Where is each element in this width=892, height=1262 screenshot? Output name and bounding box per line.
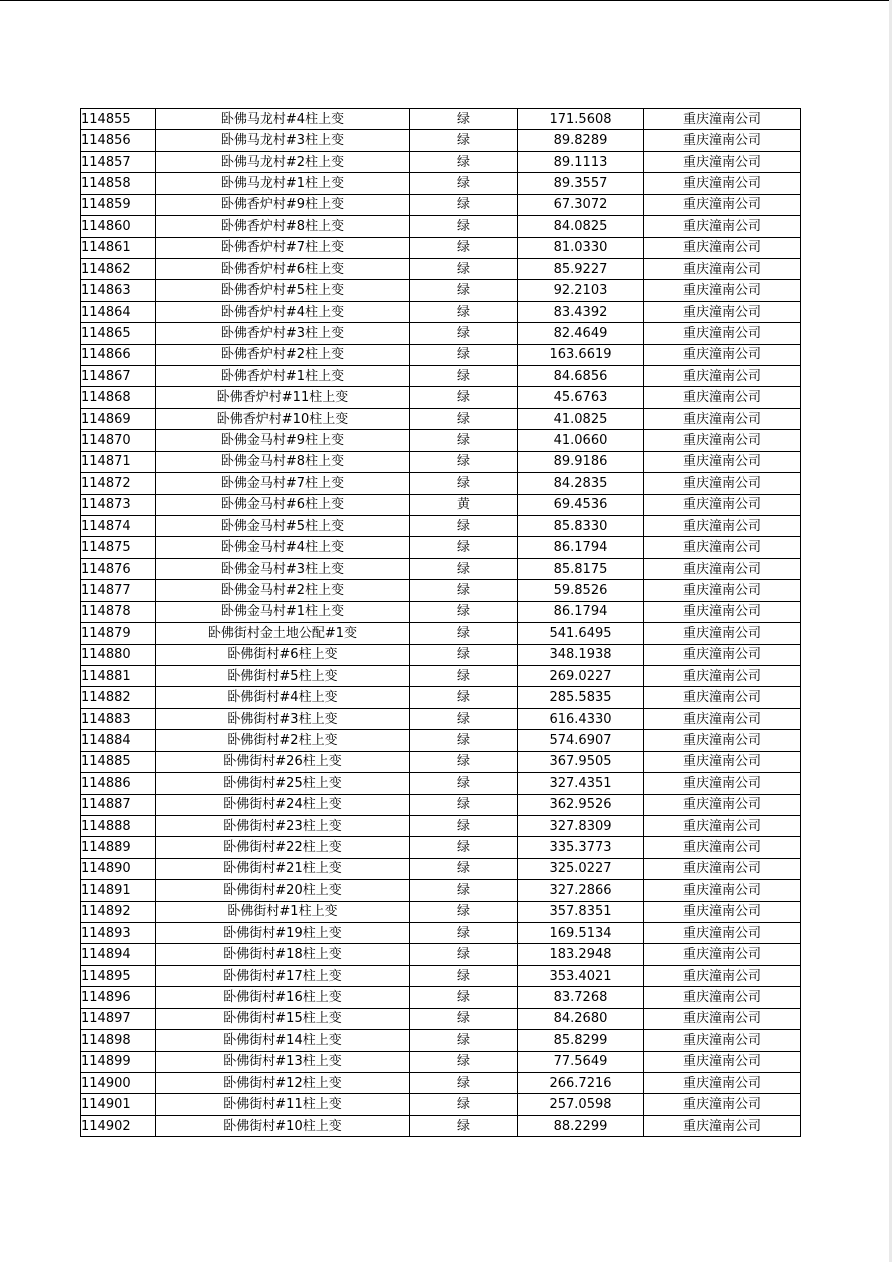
value-cell: 41.0660 bbox=[518, 430, 644, 451]
status-color-cell: 绿 bbox=[410, 815, 518, 836]
status-color-cell: 绿 bbox=[410, 837, 518, 858]
row-id-cell: 114878 bbox=[81, 601, 156, 622]
company-cell: 重庆潼南公司 bbox=[644, 408, 801, 429]
company-cell: 重庆潼南公司 bbox=[644, 580, 801, 601]
value-cell: 89.3557 bbox=[518, 173, 644, 194]
table-row bbox=[81, 858, 801, 879]
row-id-cell: 114899 bbox=[81, 1051, 156, 1072]
transformer-name-cell: 卧佛香炉村#11柱上变 bbox=[156, 387, 410, 408]
status-color-cell: 绿 bbox=[410, 344, 518, 365]
status-color-cell: 绿 bbox=[410, 708, 518, 729]
transformer-name-cell: 卧佛金马村#3柱上变 bbox=[156, 558, 410, 579]
company-cell: 重庆潼南公司 bbox=[644, 173, 801, 194]
transformer-name-cell: 卧佛街村#19柱上变 bbox=[156, 923, 410, 944]
status-color-cell: 绿 bbox=[410, 751, 518, 772]
status-color-cell: 绿 bbox=[410, 130, 518, 151]
row-id-cell: 114856 bbox=[81, 130, 156, 151]
table-row bbox=[81, 837, 801, 858]
value-cell: 616.4330 bbox=[518, 708, 644, 729]
table-row bbox=[81, 430, 801, 451]
table-row bbox=[81, 451, 801, 472]
table-row bbox=[81, 237, 801, 258]
company-cell: 重庆潼南公司 bbox=[644, 773, 801, 794]
transformer-name-cell: 卧佛香炉村#7柱上变 bbox=[156, 237, 410, 258]
row-id-cell: 114859 bbox=[81, 194, 156, 215]
value-cell: 285.5835 bbox=[518, 687, 644, 708]
table-row bbox=[81, 1008, 801, 1029]
status-color-cell: 绿 bbox=[410, 301, 518, 322]
company-cell: 重庆潼南公司 bbox=[644, 1094, 801, 1115]
status-color-cell: 绿 bbox=[410, 1008, 518, 1029]
company-cell: 重庆潼南公司 bbox=[644, 601, 801, 622]
status-color-cell: 绿 bbox=[410, 644, 518, 665]
row-id-cell: 114860 bbox=[81, 216, 156, 237]
transformer-name-cell: 卧佛街村#24柱上变 bbox=[156, 794, 410, 815]
table-row bbox=[81, 494, 801, 515]
value-cell: 171.5608 bbox=[518, 109, 644, 130]
table-row bbox=[81, 623, 801, 644]
value-cell: 327.8309 bbox=[518, 815, 644, 836]
status-color-cell: 绿 bbox=[410, 258, 518, 279]
transformer-name-cell: 卧佛街村#4柱上变 bbox=[156, 687, 410, 708]
transformer-name-cell: 卧佛马龙村#3柱上变 bbox=[156, 130, 410, 151]
transformer-name-cell: 卧佛金马村#2柱上变 bbox=[156, 580, 410, 601]
table-row bbox=[81, 794, 801, 815]
value-cell: 85.9227 bbox=[518, 258, 644, 279]
company-cell: 重庆潼南公司 bbox=[644, 366, 801, 387]
company-cell: 重庆潼南公司 bbox=[644, 623, 801, 644]
company-cell: 重庆潼南公司 bbox=[644, 751, 801, 772]
transformer-name-cell: 卧佛街村#10柱上变 bbox=[156, 1115, 410, 1136]
transformer-name-cell: 卧佛街村#17柱上变 bbox=[156, 965, 410, 986]
company-cell: 重庆潼南公司 bbox=[644, 494, 801, 515]
row-id-cell: 114898 bbox=[81, 1030, 156, 1051]
value-cell: 92.2103 bbox=[518, 280, 644, 301]
table-row bbox=[81, 258, 801, 279]
row-id-cell: 114893 bbox=[81, 923, 156, 944]
status-color-cell: 绿 bbox=[410, 516, 518, 537]
value-cell: 357.8351 bbox=[518, 901, 644, 922]
transformer-table bbox=[80, 108, 801, 1137]
value-cell: 85.8299 bbox=[518, 1030, 644, 1051]
table-row bbox=[81, 580, 801, 601]
transformer-name-cell: 卧佛香炉村#5柱上变 bbox=[156, 280, 410, 301]
company-cell: 重庆潼南公司 bbox=[644, 923, 801, 944]
row-id-cell: 114871 bbox=[81, 451, 156, 472]
status-color-cell: 绿 bbox=[410, 1072, 518, 1093]
row-id-cell: 114895 bbox=[81, 965, 156, 986]
status-color-cell: 绿 bbox=[410, 858, 518, 879]
value-cell: 77.5649 bbox=[518, 1051, 644, 1072]
transformer-name-cell: 卧佛街村#23柱上变 bbox=[156, 815, 410, 836]
value-cell: 325.0227 bbox=[518, 858, 644, 879]
status-color-cell: 绿 bbox=[410, 687, 518, 708]
row-id-cell: 114858 bbox=[81, 173, 156, 194]
status-color-cell: 绿 bbox=[410, 387, 518, 408]
transformer-name-cell: 卧佛街村#25柱上变 bbox=[156, 773, 410, 794]
table-row bbox=[81, 323, 801, 344]
transformer-name-cell: 卧佛香炉村#1柱上变 bbox=[156, 366, 410, 387]
transformer-name-cell: 卧佛马龙村#4柱上变 bbox=[156, 109, 410, 130]
table-row bbox=[81, 687, 801, 708]
row-id-cell: 114857 bbox=[81, 151, 156, 172]
value-cell: 89.8289 bbox=[518, 130, 644, 151]
status-color-cell: 绿 bbox=[410, 408, 518, 429]
row-id-cell: 114888 bbox=[81, 815, 156, 836]
transformer-name-cell: 卧佛街村#15柱上变 bbox=[156, 1008, 410, 1029]
status-color-cell: 绿 bbox=[410, 473, 518, 494]
page-top-border bbox=[0, 0, 892, 1]
table-row bbox=[81, 216, 801, 237]
row-id-cell: 114874 bbox=[81, 516, 156, 537]
company-cell: 重庆潼南公司 bbox=[644, 237, 801, 258]
row-id-cell: 114886 bbox=[81, 773, 156, 794]
value-cell: 82.4649 bbox=[518, 323, 644, 344]
transformer-name-cell: 卧佛香炉村#3柱上变 bbox=[156, 323, 410, 344]
table-row bbox=[81, 665, 801, 686]
row-id-cell: 114877 bbox=[81, 580, 156, 601]
transformer-name-cell: 卧佛金马村#4柱上变 bbox=[156, 537, 410, 558]
row-id-cell: 114867 bbox=[81, 366, 156, 387]
transformer-name-cell: 卧佛金马村#6柱上变 bbox=[156, 494, 410, 515]
row-id-cell: 114880 bbox=[81, 644, 156, 665]
company-cell: 重庆潼南公司 bbox=[644, 815, 801, 836]
status-color-cell: 绿 bbox=[410, 323, 518, 344]
value-cell: 574.6907 bbox=[518, 730, 644, 751]
transformer-name-cell: 卧佛街村金土地公配#1变 bbox=[156, 623, 410, 644]
row-id-cell: 114863 bbox=[81, 280, 156, 301]
row-id-cell: 114862 bbox=[81, 258, 156, 279]
row-id-cell: 114901 bbox=[81, 1094, 156, 1115]
transformer-name-cell: 卧佛街村#3柱上变 bbox=[156, 708, 410, 729]
transformer-name-cell: 卧佛金马村#7柱上变 bbox=[156, 473, 410, 494]
transformer-name-cell: 卧佛街村#22柱上变 bbox=[156, 837, 410, 858]
company-cell: 重庆潼南公司 bbox=[644, 987, 801, 1008]
transformer-name-cell: 卧佛香炉村#10柱上变 bbox=[156, 408, 410, 429]
transformer-name-cell: 卧佛街村#18柱上变 bbox=[156, 944, 410, 965]
table-row bbox=[81, 730, 801, 751]
table-row bbox=[81, 708, 801, 729]
transformer-name-cell: 卧佛香炉村#8柱上变 bbox=[156, 216, 410, 237]
transformer-name-cell: 卧佛街村#1柱上变 bbox=[156, 901, 410, 922]
status-color-cell: 绿 bbox=[410, 623, 518, 644]
company-cell: 重庆潼南公司 bbox=[644, 794, 801, 815]
transformer-name-cell: 卧佛香炉村#4柱上变 bbox=[156, 301, 410, 322]
company-cell: 重庆潼南公司 bbox=[644, 216, 801, 237]
company-cell: 重庆潼南公司 bbox=[644, 473, 801, 494]
company-cell: 重庆潼南公司 bbox=[644, 387, 801, 408]
value-cell: 367.9505 bbox=[518, 751, 644, 772]
status-color-cell: 绿 bbox=[410, 173, 518, 194]
status-color-cell: 绿 bbox=[410, 151, 518, 172]
transformer-name-cell: 卧佛街村#13柱上变 bbox=[156, 1051, 410, 1072]
value-cell: 257.0598 bbox=[518, 1094, 644, 1115]
table-row bbox=[81, 1072, 801, 1093]
company-cell: 重庆潼南公司 bbox=[644, 730, 801, 751]
status-color-cell: 绿 bbox=[410, 1051, 518, 1072]
row-id-cell: 114882 bbox=[81, 687, 156, 708]
company-cell: 重庆潼南公司 bbox=[644, 151, 801, 172]
value-cell: 183.2948 bbox=[518, 944, 644, 965]
status-color-cell: 绿 bbox=[410, 216, 518, 237]
row-id-cell: 114892 bbox=[81, 901, 156, 922]
company-cell: 重庆潼南公司 bbox=[644, 430, 801, 451]
status-color-cell: 绿 bbox=[410, 880, 518, 901]
row-id-cell: 114883 bbox=[81, 708, 156, 729]
company-cell: 重庆潼南公司 bbox=[644, 451, 801, 472]
value-cell: 85.8330 bbox=[518, 516, 644, 537]
company-cell: 重庆潼南公司 bbox=[644, 516, 801, 537]
table-row bbox=[81, 987, 801, 1008]
status-color-cell: 绿 bbox=[410, 109, 518, 130]
value-cell: 89.9186 bbox=[518, 451, 644, 472]
table-row bbox=[81, 751, 801, 772]
row-id-cell: 114896 bbox=[81, 987, 156, 1008]
table-row bbox=[81, 1030, 801, 1051]
value-cell: 85.8175 bbox=[518, 558, 644, 579]
row-id-cell: 114864 bbox=[81, 301, 156, 322]
value-cell: 88.2299 bbox=[518, 1115, 644, 1136]
table-row bbox=[81, 173, 801, 194]
status-color-cell: 绿 bbox=[410, 430, 518, 451]
table-row bbox=[81, 773, 801, 794]
status-color-cell: 绿 bbox=[410, 280, 518, 301]
row-id-cell: 114884 bbox=[81, 730, 156, 751]
table-row bbox=[81, 901, 801, 922]
row-id-cell: 114897 bbox=[81, 1008, 156, 1029]
transformer-name-cell: 卧佛香炉村#2柱上变 bbox=[156, 344, 410, 365]
row-id-cell: 114865 bbox=[81, 323, 156, 344]
table-row bbox=[81, 558, 801, 579]
company-cell: 重庆潼南公司 bbox=[644, 194, 801, 215]
value-cell: 327.2866 bbox=[518, 880, 644, 901]
value-cell: 81.0330 bbox=[518, 237, 644, 258]
row-id-cell: 114872 bbox=[81, 473, 156, 494]
row-id-cell: 114887 bbox=[81, 794, 156, 815]
company-cell: 重庆潼南公司 bbox=[644, 1008, 801, 1029]
row-id-cell: 114866 bbox=[81, 344, 156, 365]
table-row bbox=[81, 923, 801, 944]
table-row bbox=[81, 1051, 801, 1072]
row-id-cell: 114900 bbox=[81, 1072, 156, 1093]
transformer-name-cell: 卧佛马龙村#2柱上变 bbox=[156, 151, 410, 172]
value-cell: 83.4392 bbox=[518, 301, 644, 322]
value-cell: 353.4021 bbox=[518, 965, 644, 986]
company-cell: 重庆潼南公司 bbox=[644, 965, 801, 986]
row-id-cell: 114876 bbox=[81, 558, 156, 579]
table-row bbox=[81, 408, 801, 429]
transformer-name-cell: 卧佛街村#2柱上变 bbox=[156, 730, 410, 751]
status-color-cell: 绿 bbox=[410, 451, 518, 472]
company-cell: 重庆潼南公司 bbox=[644, 109, 801, 130]
value-cell: 83.7268 bbox=[518, 987, 644, 1008]
value-cell: 541.6495 bbox=[518, 623, 644, 644]
row-id-cell: 114861 bbox=[81, 237, 156, 258]
status-color-cell: 绿 bbox=[410, 237, 518, 258]
table-row bbox=[81, 301, 801, 322]
transformer-name-cell: 卧佛金马村#8柱上变 bbox=[156, 451, 410, 472]
table-row bbox=[81, 151, 801, 172]
value-cell: 84.6856 bbox=[518, 366, 644, 387]
row-id-cell: 114885 bbox=[81, 751, 156, 772]
row-id-cell: 114873 bbox=[81, 494, 156, 515]
status-color-cell: 绿 bbox=[410, 944, 518, 965]
status-color-cell: 绿 bbox=[410, 987, 518, 1008]
value-cell: 86.1794 bbox=[518, 601, 644, 622]
row-id-cell: 114870 bbox=[81, 430, 156, 451]
company-cell: 重庆潼南公司 bbox=[644, 880, 801, 901]
table-row bbox=[81, 109, 801, 130]
row-id-cell: 114902 bbox=[81, 1115, 156, 1136]
value-cell: 69.4536 bbox=[518, 494, 644, 515]
company-cell: 重庆潼南公司 bbox=[644, 687, 801, 708]
status-color-cell: 绿 bbox=[410, 1094, 518, 1115]
company-cell: 重庆潼南公司 bbox=[644, 837, 801, 858]
transformer-name-cell: 卧佛香炉村#9柱上变 bbox=[156, 194, 410, 215]
company-cell: 重庆潼南公司 bbox=[644, 301, 801, 322]
row-id-cell: 114891 bbox=[81, 880, 156, 901]
company-cell: 重庆潼南公司 bbox=[644, 644, 801, 665]
table-row bbox=[81, 130, 801, 151]
value-cell: 269.0227 bbox=[518, 665, 644, 686]
value-cell: 327.4351 bbox=[518, 773, 644, 794]
company-cell: 重庆潼南公司 bbox=[644, 665, 801, 686]
value-cell: 67.3072 bbox=[518, 194, 644, 215]
transformer-name-cell: 卧佛金马村#1柱上变 bbox=[156, 601, 410, 622]
table-row bbox=[81, 1094, 801, 1115]
company-cell: 重庆潼南公司 bbox=[644, 537, 801, 558]
status-color-cell: 绿 bbox=[410, 558, 518, 579]
table-row bbox=[81, 387, 801, 408]
transformer-name-cell: 卧佛街村#16柱上变 bbox=[156, 987, 410, 1008]
row-id-cell: 114881 bbox=[81, 665, 156, 686]
value-cell: 59.8526 bbox=[518, 580, 644, 601]
transformer-name-cell: 卧佛金马村#9柱上变 bbox=[156, 430, 410, 451]
table-row bbox=[81, 644, 801, 665]
status-color-cell: 绿 bbox=[410, 537, 518, 558]
row-id-cell: 114890 bbox=[81, 858, 156, 879]
table-row bbox=[81, 537, 801, 558]
value-cell: 45.6763 bbox=[518, 387, 644, 408]
transformer-name-cell: 卧佛街村#21柱上变 bbox=[156, 858, 410, 879]
company-cell: 重庆潼南公司 bbox=[644, 558, 801, 579]
status-color-cell: 绿 bbox=[410, 194, 518, 215]
company-cell: 重庆潼南公司 bbox=[644, 858, 801, 879]
value-cell: 348.1938 bbox=[518, 644, 644, 665]
company-cell: 重庆潼南公司 bbox=[644, 1030, 801, 1051]
transformer-name-cell: 卧佛街村#26柱上变 bbox=[156, 751, 410, 772]
company-cell: 重庆潼南公司 bbox=[644, 708, 801, 729]
company-cell: 重庆潼南公司 bbox=[644, 130, 801, 151]
status-color-cell: 绿 bbox=[410, 730, 518, 751]
row-id-cell: 114855 bbox=[81, 109, 156, 130]
row-id-cell: 114879 bbox=[81, 623, 156, 644]
company-cell: 重庆潼南公司 bbox=[644, 901, 801, 922]
company-cell: 重庆潼南公司 bbox=[644, 1115, 801, 1136]
status-color-cell: 黄 bbox=[410, 494, 518, 515]
row-id-cell: 114894 bbox=[81, 944, 156, 965]
table-row bbox=[81, 194, 801, 215]
table-row bbox=[81, 965, 801, 986]
value-cell: 41.0825 bbox=[518, 408, 644, 429]
table-row bbox=[81, 366, 801, 387]
value-cell: 266.7216 bbox=[518, 1072, 644, 1093]
company-cell: 重庆潼南公司 bbox=[644, 323, 801, 344]
table-row bbox=[81, 880, 801, 901]
status-color-cell: 绿 bbox=[410, 601, 518, 622]
value-cell: 84.0825 bbox=[518, 216, 644, 237]
transformer-name-cell: 卧佛马龙村#1柱上变 bbox=[156, 173, 410, 194]
transformer-name-cell: 卧佛街村#12柱上变 bbox=[156, 1072, 410, 1093]
value-cell: 84.2680 bbox=[518, 1008, 644, 1029]
table-row bbox=[81, 280, 801, 301]
table-body bbox=[81, 109, 801, 1137]
status-color-cell: 绿 bbox=[410, 773, 518, 794]
company-cell: 重庆潼南公司 bbox=[644, 1072, 801, 1093]
status-color-cell: 绿 bbox=[410, 1030, 518, 1051]
status-color-cell: 绿 bbox=[410, 366, 518, 387]
status-color-cell: 绿 bbox=[410, 580, 518, 601]
company-cell: 重庆潼南公司 bbox=[644, 280, 801, 301]
value-cell: 169.5134 bbox=[518, 923, 644, 944]
transformer-name-cell: 卧佛街村#6柱上变 bbox=[156, 644, 410, 665]
status-color-cell: 绿 bbox=[410, 923, 518, 944]
status-color-cell: 绿 bbox=[410, 665, 518, 686]
company-cell: 重庆潼南公司 bbox=[644, 944, 801, 965]
value-cell: 163.6619 bbox=[518, 344, 644, 365]
table-row bbox=[81, 1115, 801, 1136]
table-row bbox=[81, 601, 801, 622]
status-color-cell: 绿 bbox=[410, 794, 518, 815]
table-row bbox=[81, 944, 801, 965]
table-row bbox=[81, 516, 801, 537]
value-cell: 362.9526 bbox=[518, 794, 644, 815]
row-id-cell: 114889 bbox=[81, 837, 156, 858]
transformer-name-cell: 卧佛街村#14柱上变 bbox=[156, 1030, 410, 1051]
value-cell: 86.1794 bbox=[518, 537, 644, 558]
row-id-cell: 114868 bbox=[81, 387, 156, 408]
transformer-name-cell: 卧佛香炉村#6柱上变 bbox=[156, 258, 410, 279]
status-color-cell: 绿 bbox=[410, 901, 518, 922]
transformer-name-cell: 卧佛街村#5柱上变 bbox=[156, 665, 410, 686]
table-row bbox=[81, 344, 801, 365]
row-id-cell: 114869 bbox=[81, 408, 156, 429]
value-cell: 89.1113 bbox=[518, 151, 644, 172]
table-row bbox=[81, 815, 801, 836]
row-id-cell: 114875 bbox=[81, 537, 156, 558]
company-cell: 重庆潼南公司 bbox=[644, 344, 801, 365]
transformer-name-cell: 卧佛金马村#5柱上变 bbox=[156, 516, 410, 537]
company-cell: 重庆潼南公司 bbox=[644, 258, 801, 279]
transformer-name-cell: 卧佛街村#11柱上变 bbox=[156, 1094, 410, 1115]
value-cell: 335.3773 bbox=[518, 837, 644, 858]
status-color-cell: 绿 bbox=[410, 1115, 518, 1136]
transformer-name-cell: 卧佛街村#20柱上变 bbox=[156, 880, 410, 901]
table-row bbox=[81, 473, 801, 494]
status-color-cell: 绿 bbox=[410, 965, 518, 986]
value-cell: 84.2835 bbox=[518, 473, 644, 494]
company-cell: 重庆潼南公司 bbox=[644, 1051, 801, 1072]
